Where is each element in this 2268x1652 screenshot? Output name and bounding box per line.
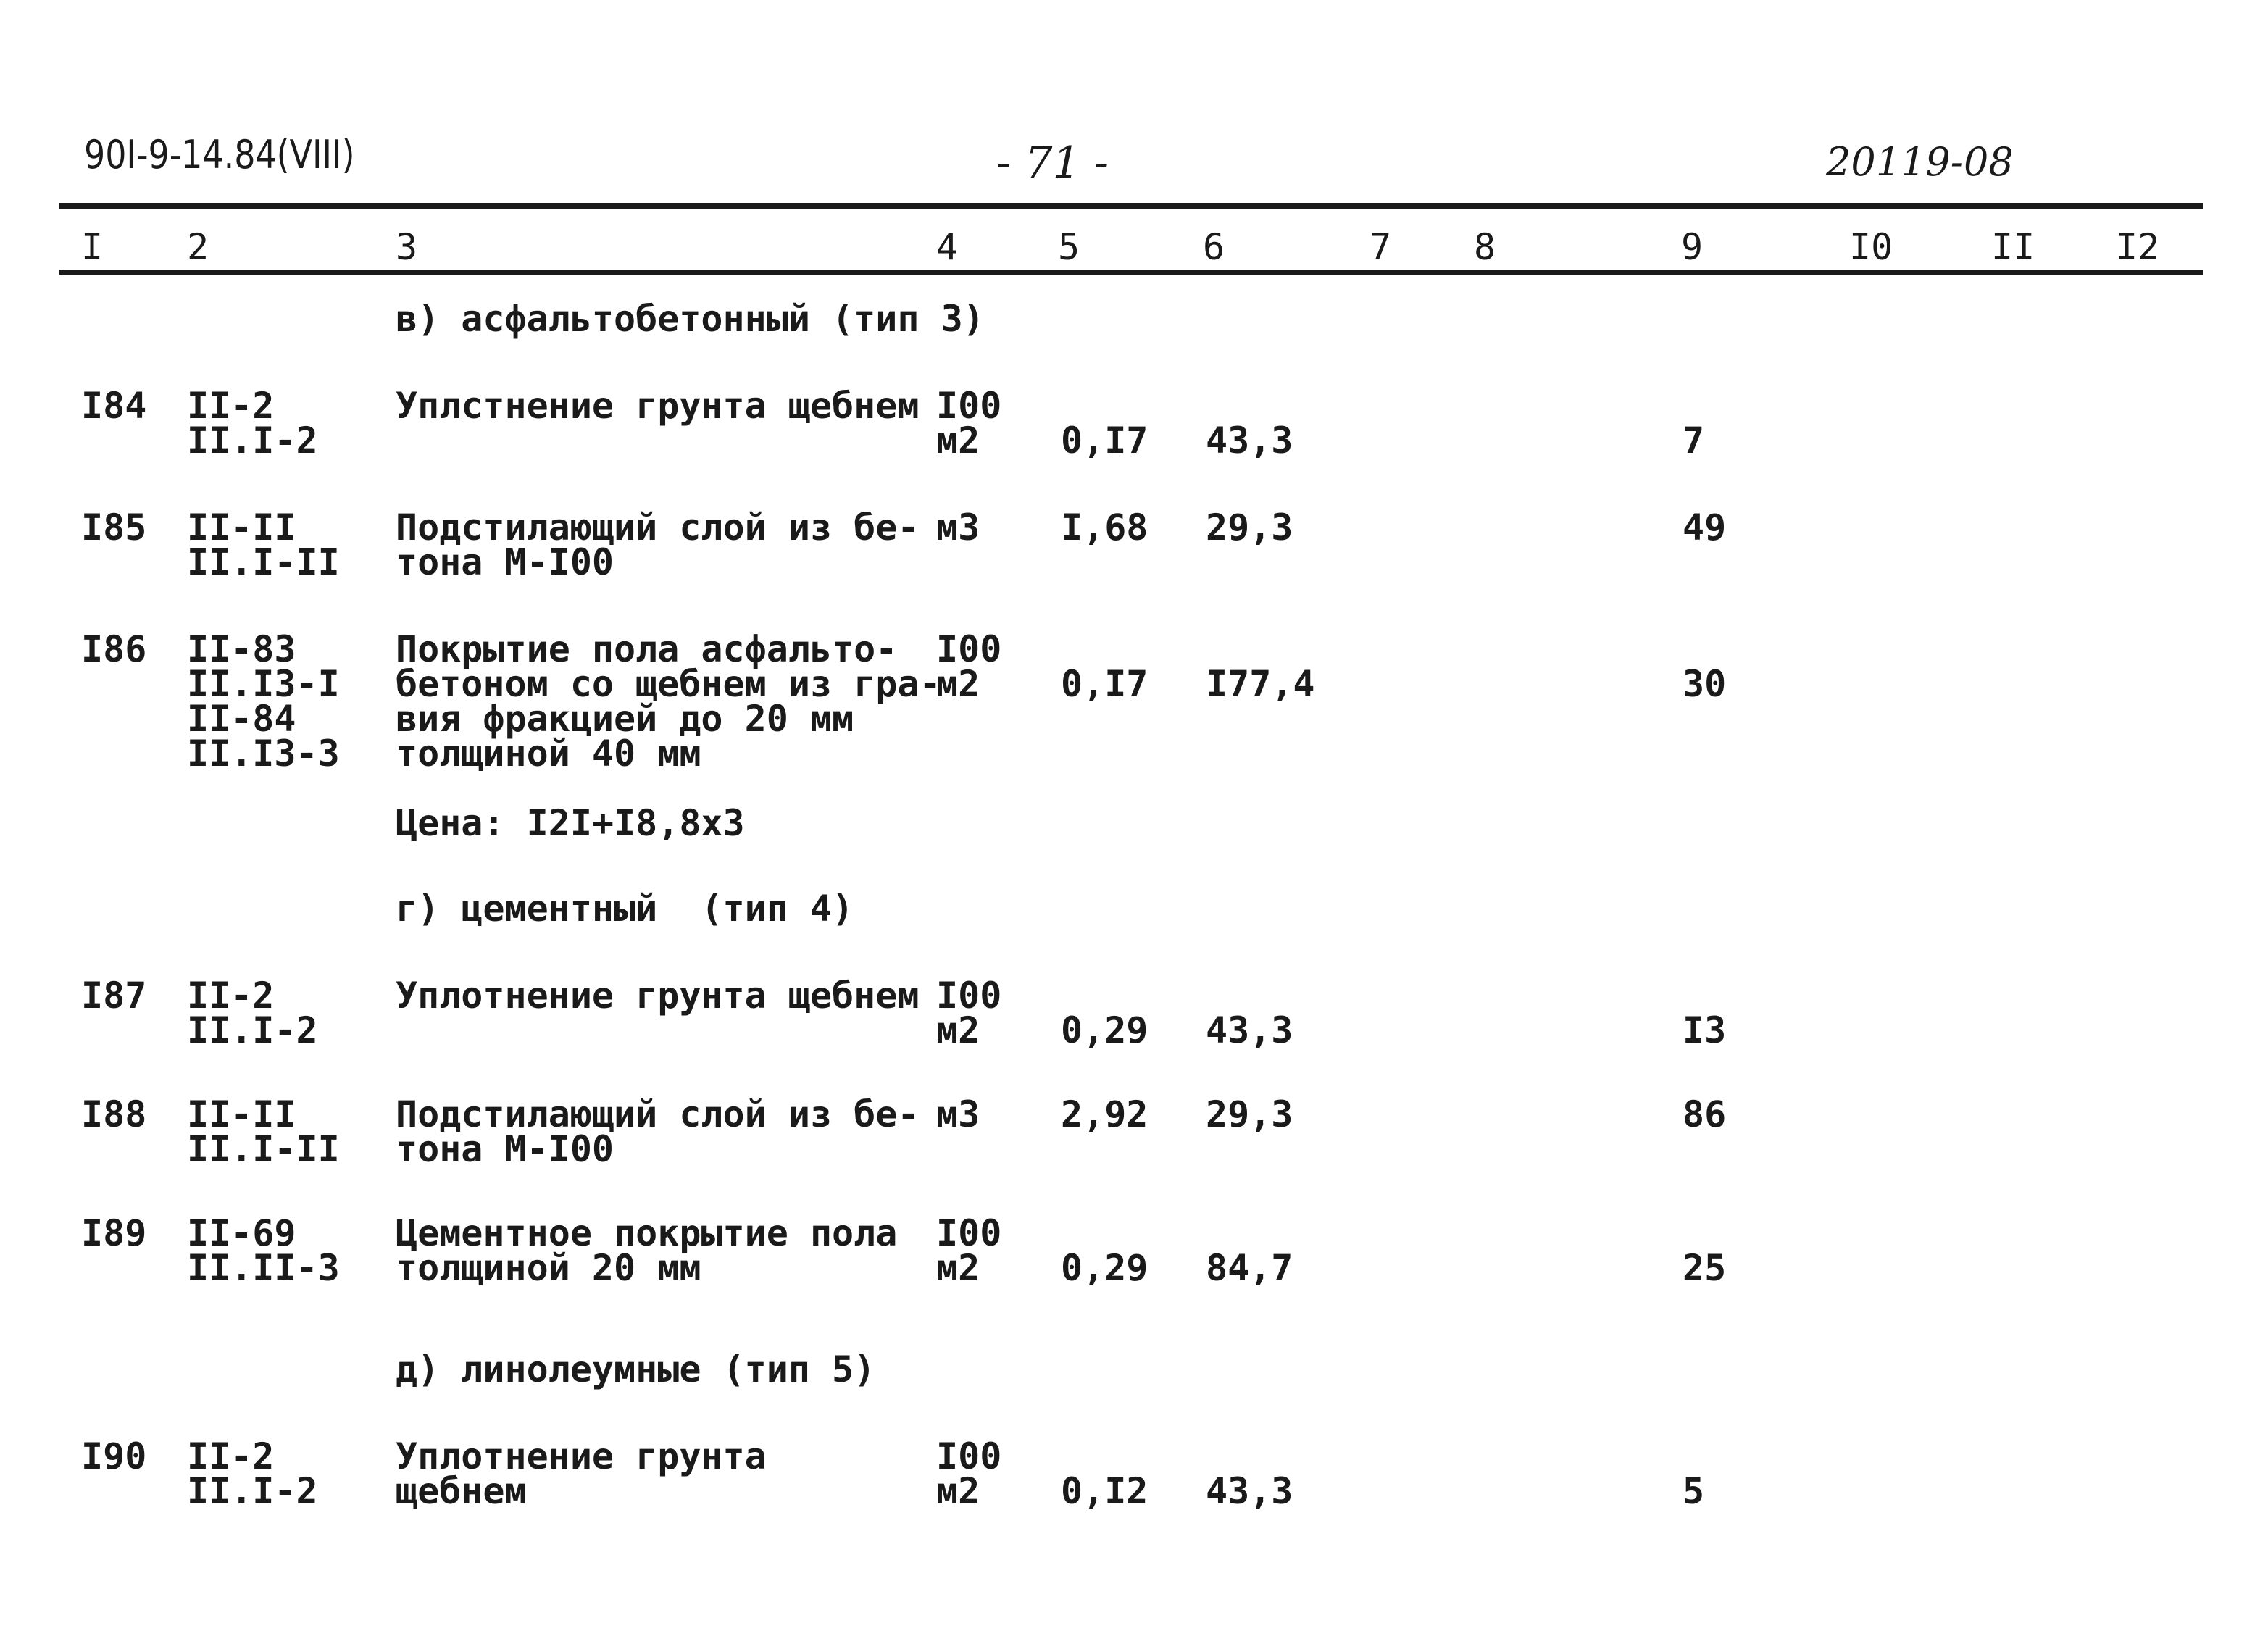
row-codes: II-II II.I-II bbox=[187, 506, 340, 583]
registration-number: 20119-08 bbox=[1826, 139, 2014, 185]
row-description: Уплотнение грунта щебнем bbox=[396, 1435, 767, 1512]
row-codes: II-69 II.II-3 bbox=[187, 1212, 340, 1289]
row-unit: I00 м2 bbox=[936, 628, 1002, 705]
column-header-11: II bbox=[1991, 226, 2035, 268]
row-quantity: 0,I7 bbox=[1061, 420, 1148, 462]
column-header-3: 3 bbox=[396, 226, 418, 268]
row-unit-price: 29,3 bbox=[1206, 1093, 1293, 1135]
row-codes: II-2 II.I-2 bbox=[187, 975, 318, 1051]
row-number: I84 bbox=[81, 385, 147, 427]
row-total: 49 bbox=[1683, 506, 1727, 548]
column-header-10: I0 bbox=[1849, 226, 1893, 268]
row-unit: I00 м2 bbox=[936, 385, 1002, 462]
row-codes: II-2 II.I-2 bbox=[187, 1435, 318, 1512]
row-codes: II-2 II.I-2 bbox=[187, 385, 318, 462]
row-description: Подстилающий слой из бе- тона М-I00 bbox=[396, 506, 920, 583]
row-unit-price: 29,3 bbox=[1206, 506, 1293, 548]
row-codes: II-II II.I-II bbox=[187, 1093, 340, 1170]
row-total: I3 bbox=[1683, 1009, 1727, 1051]
row-number: I89 bbox=[81, 1212, 147, 1254]
row-number: I85 bbox=[81, 506, 147, 548]
row-total: 86 bbox=[1683, 1093, 1727, 1135]
row-codes: II-83 II.I3-I II-84 II.I3-3 bbox=[187, 628, 340, 775]
row-total: 5 bbox=[1683, 1470, 1705, 1512]
section-heading-linoleum: д) линолеумные (тип 5) bbox=[396, 1348, 876, 1390]
row-unit-price: 43,3 bbox=[1206, 420, 1293, 462]
row-total: 7 bbox=[1683, 420, 1705, 462]
row-quantity: 0,29 bbox=[1061, 1009, 1148, 1051]
column-header-9: 9 bbox=[1681, 226, 1704, 268]
row-quantity: I,68 bbox=[1061, 506, 1148, 548]
section-heading-cement: г) цементный (тип 4) bbox=[396, 888, 854, 930]
row-unit-price: 43,3 bbox=[1206, 1009, 1293, 1051]
row-unit: I00 м2 bbox=[936, 1212, 1002, 1289]
column-header-5: 5 bbox=[1058, 226, 1080, 268]
column-header-4: 4 bbox=[936, 226, 959, 268]
row-unit: м3 bbox=[936, 506, 980, 548]
row-unit-price: 84,7 bbox=[1206, 1247, 1293, 1289]
price-note: Цена: I2I+I8,8х3 bbox=[396, 802, 745, 844]
column-header-12: I2 bbox=[2116, 226, 2160, 268]
row-description: Уплстнение грунта щебнем bbox=[396, 385, 920, 427]
column-header-2: 2 bbox=[187, 226, 209, 268]
row-number: I87 bbox=[81, 975, 147, 1017]
header-rule-bottom bbox=[59, 270, 2203, 275]
row-quantity: 2,92 bbox=[1061, 1093, 1148, 1135]
column-header-1: I bbox=[81, 226, 104, 268]
page-number: - 71 - bbox=[996, 138, 1109, 188]
row-unit-price: 43,3 bbox=[1206, 1470, 1293, 1512]
row-total: 30 bbox=[1683, 663, 1727, 705]
header-rule-top bbox=[59, 203, 2203, 209]
row-unit-price: I77,4 bbox=[1206, 663, 1315, 705]
row-description: Подстилающий слой из бе- тона М-I00 bbox=[396, 1093, 920, 1170]
row-number: I90 bbox=[81, 1435, 147, 1477]
section-heading-asphalt: в) асфальтобетонный (тип 3) bbox=[396, 298, 985, 340]
row-description: Покрытие пола асфальто- бетоном со щебнем из гра- вия фракцией до 20 мм толщиной 40 мм bbox=[396, 628, 941, 775]
row-total: 25 bbox=[1683, 1247, 1727, 1289]
row-description: Цементное покрытие пола толщиной 20 мм bbox=[396, 1212, 898, 1289]
column-header-8: 8 bbox=[1474, 226, 1496, 268]
row-quantity: 0,29 bbox=[1061, 1247, 1148, 1289]
row-description: Уплотнение грунта щебнем bbox=[396, 975, 920, 1017]
row-number: I86 bbox=[81, 628, 147, 670]
row-number: I88 bbox=[81, 1093, 147, 1135]
row-quantity: 0,I7 bbox=[1061, 663, 1148, 705]
document-code: 90I-9-14.84(VIII) bbox=[84, 132, 355, 178]
column-header-7: 7 bbox=[1369, 226, 1392, 268]
row-unit: I00 м2 bbox=[936, 975, 1002, 1051]
row-unit: м3 bbox=[936, 1093, 980, 1135]
row-unit: I00 м2 bbox=[936, 1435, 1002, 1512]
row-quantity: 0,I2 bbox=[1061, 1470, 1148, 1512]
column-header-6: 6 bbox=[1203, 226, 1225, 268]
